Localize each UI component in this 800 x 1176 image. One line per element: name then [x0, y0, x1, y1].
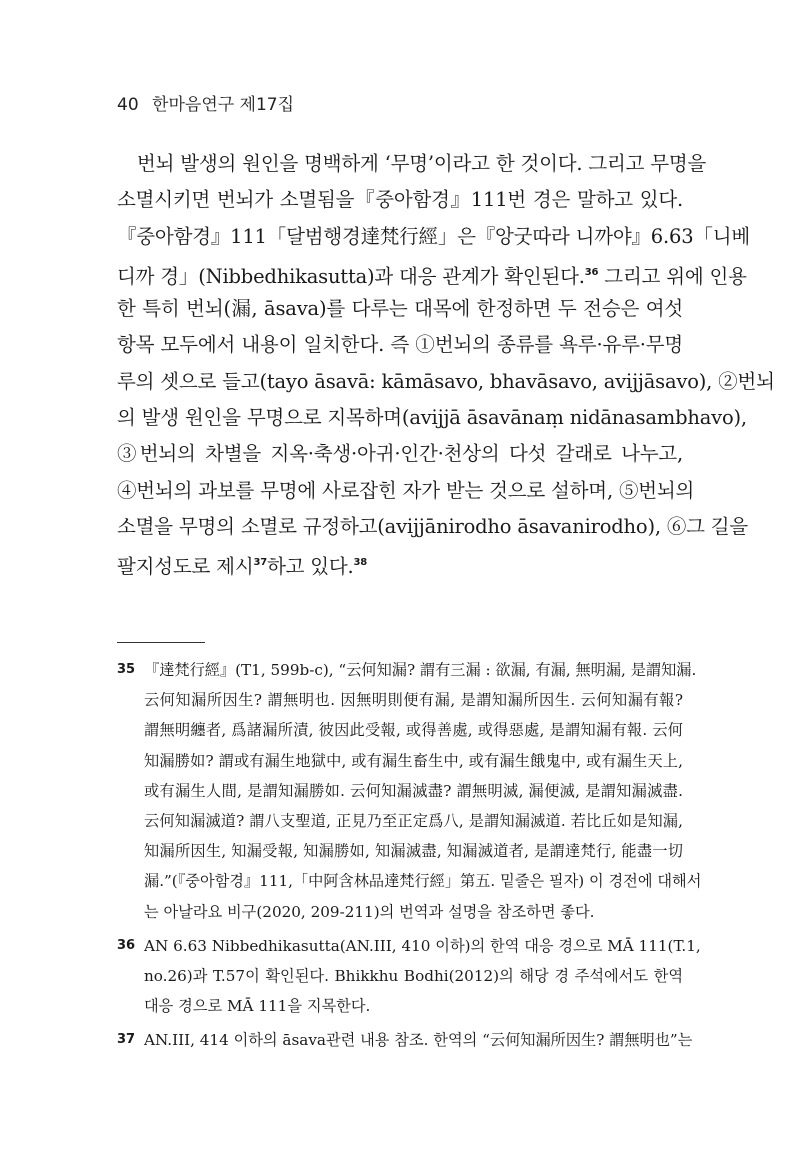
footnote-line: 『達梵行經』(T1, 599b-c), “云何知漏? 謂有三漏 : 欲漏, 有漏, 無明漏, 是謂知漏.: [144, 661, 697, 679]
body-line: 『중아함경』111「달범행경達梵行經」은『앙굿따라 니까야』6.63「니베: [117, 224, 751, 248]
footnote-line: no.26)과 T.57이 확인된다. Bhikkhu Bodhi(2012)의 해당 경 주석에서도 한역: [144, 966, 683, 985]
footnote-number: 36: [117, 937, 136, 953]
body-line: ③번뇌의 차별을 지옥·축생·아귀·인간·천상의 다섯 갈래로 나누고,: [117, 442, 683, 466]
body-line: 루의 셋으로 들고(tayo āsavā: kāmāsavo, bhavāsavo, avijjāsavo), ②번뇌: [117, 369, 775, 393]
footnote-number: 37: [117, 1032, 136, 1048]
footnote-line: 知漏所因生, 知漏受報, 知漏勝如, 知漏滅盡, 知漏滅道者, 是謂達梵行, 能盡一切: [144, 842, 683, 861]
footnote-line: 漏.”(『중아함경』111,「中阿含林品達梵行經」第五. 밑줄은 필자) 이 경전에 대해서: [144, 872, 702, 891]
body-line: 항목 모두에서 내용이 일치한다. 즉 ①번뇌의 종류를 욕루·유루·무명: [117, 333, 683, 357]
body-line: [117, 545, 683, 581]
body-line: 소멸을 무명의 소멸로 규정하고(avijjānirodho āsavanirodho), ⑥그 길을: [117, 514, 749, 538]
footnote-ref-37[interactable]: 37: [253, 557, 267, 569]
main-text: [117, 146, 775, 582]
footnote-line: 知漏勝如? 謂或有漏生地獄中, 或有漏生畜生中, 或有漏生餓鬼中, 或有漏生天上,: [144, 751, 683, 770]
running-header: [117, 90, 294, 115]
footnote-ref-36[interactable]: 36: [584, 266, 599, 278]
body-line: 의 발생 원인을 무명으로 지목하며(avijjā āsavānaṃ nidānasambhavo),: [117, 406, 747, 430]
page-number: 40: [117, 95, 139, 115]
footnote-line: 謂無明纏者, 爲諸漏所漬, 彼因此受報, 或得善處, 或得惡處, 是謂知漏有報. 云何: [144, 721, 683, 740]
footnote-line: 대응 경으로 MĀ 111을 지목한다.: [144, 997, 371, 1016]
footnote-35: [117, 655, 702, 927]
footnote-line: 云何知漏所因生? 謂無明也. 因無明則便有漏, 是謂知漏所因生. 云何知漏有報?: [144, 691, 683, 710]
body-text-span: 하고 있다.: [267, 555, 354, 579]
footnote-line: AN 6.63 Nibbedhikasutta(AN.III, 410 이하)의 한역 대응 경으로 MĀ 111(T.1,: [144, 936, 701, 955]
footnote-number: 35: [117, 662, 136, 677]
journal-title: 한마음연구 제17집: [152, 95, 295, 115]
footnote-line: AN.III, 414 이하의 āsava관련 내용 참조. 한역의 “云何知漏所因生? 謂無明也”는: [144, 1031, 693, 1050]
footnotes: [117, 655, 702, 1059]
body-line: 번뇌 발생의 원인을 명백하게 ‘무명’이라고 한 것이다. 그리고 무명을: [137, 152, 707, 175]
footnote-line: 云何知漏滅道? 謂八支聖道, 正見乃至正定爲八, 是謂知漏滅道. 若比丘如是知漏,: [144, 811, 683, 830]
footnote-line: 或有漏生人間, 是謂知漏勝如. 云何知漏滅盡? 謂無明滅, 漏便滅, 是謂知漏滅盡.: [144, 781, 683, 800]
body-line: 한 특히 번뇌(漏, āsava)를 다루는 대목에 한정하면 두 전승은 여섯: [117, 297, 683, 321]
body-line: [117, 255, 747, 291]
body-text-span: 디까 경」(Nibbedhikasutta)과 대응 관계가 확인된다.: [117, 264, 585, 288]
body-text-span: 팔지성도로 제시: [117, 555, 254, 579]
footnote-ref-38[interactable]: 38: [353, 557, 368, 569]
body-line: ④번뇌의 과보를 무명에 사로잡힌 자가 받는 것으로 설하며, ⑤번뇌의: [117, 478, 695, 502]
footnote-line: 는 아날라요 비구(2020, 209-211)의 번역과 설명을 참조하면 좋다.: [144, 902, 595, 921]
footnote-37: [117, 1025, 693, 1055]
body-line: 소멸시키면 번뇌가 소멸됨을『중아함경』111번 경은 말하고 있다.: [117, 188, 683, 212]
footnote-36: [117, 931, 701, 1022]
body-text-span: 그리고 위에 인용: [598, 264, 747, 288]
footnote-divider: [117, 642, 205, 643]
